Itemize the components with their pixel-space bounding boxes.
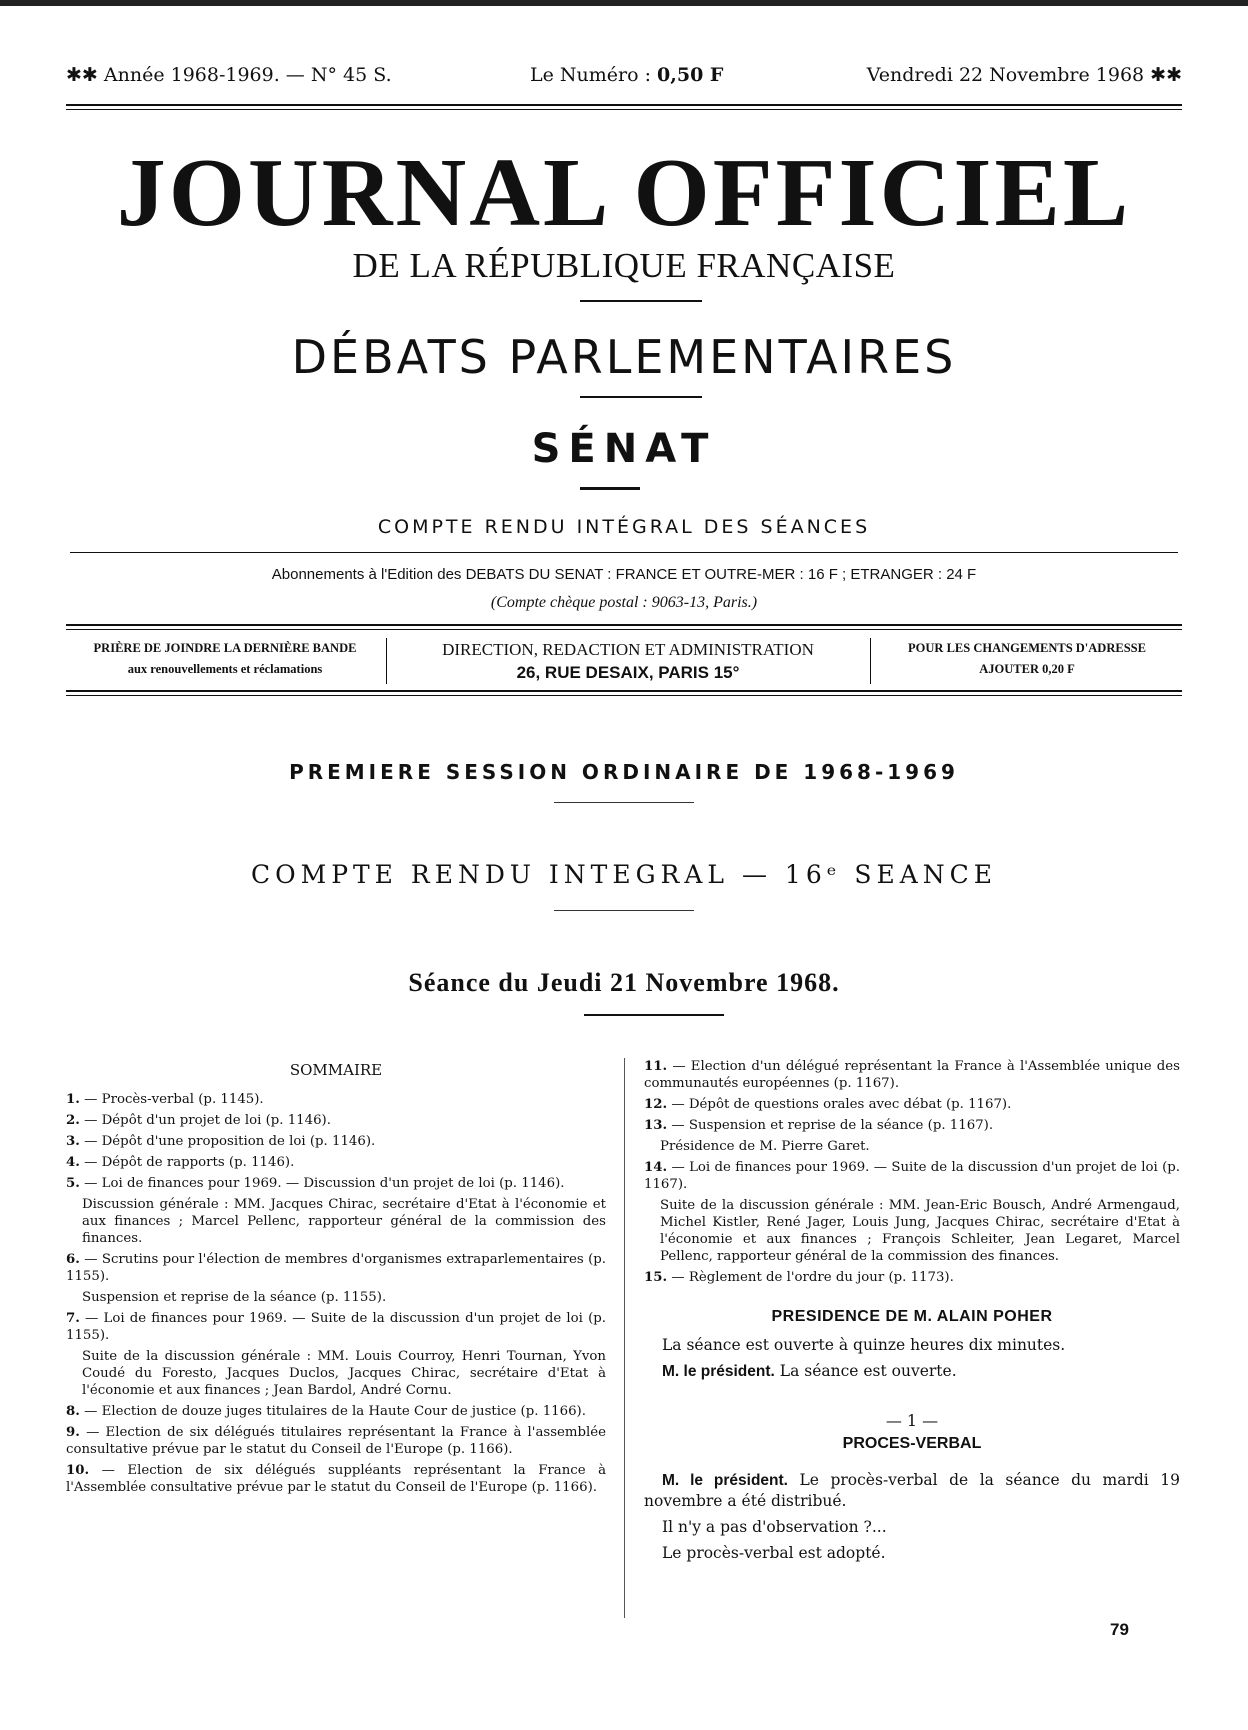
pv-observation: Il n'y a pas d'observation ?... <box>662 1518 887 1536</box>
sommaire-item-number: 8. <box>66 1404 80 1419</box>
masthead <box>66 64 1182 94</box>
session-title: PREMIERE SESSION ORDINAIRE DE 1968-1969 <box>289 760 959 784</box>
sommaire-item <box>66 1462 606 1496</box>
speaker-label: M. le président. <box>662 1363 775 1380</box>
pv-paragraph <box>644 1470 1180 1511</box>
sommaire-item-number: 6. <box>66 1252 80 1267</box>
journal-title: JOURNAL OFFICIEL <box>116 139 1132 247</box>
sommaire-item-number: 4. <box>66 1155 80 1170</box>
senat-title: SÉNAT <box>531 426 717 472</box>
sommaire-item-text: Discussion générale : MM. Jacques Chirac, secrétaire d'Etat à l'économie et aux finances ; Marcel Pellenc, rapporteur général de la commission des finances. <box>82 1197 606 1246</box>
info-center-line2: 26, RUE DESAIX, PARIS 15° <box>516 663 740 682</box>
sommaire-left-list <box>66 1091 606 1496</box>
ouverture-paragraph: La séance est ouverte à quinze heures dix minutes. <box>662 1336 1066 1354</box>
sommaire-title: SOMMAIRE <box>289 1061 383 1079</box>
cheque-postal: (Compte chèque postal : 9063-13, Paris.) <box>490 594 758 611</box>
masthead-price <box>530 64 723 86</box>
sommaire-item-text: — Election de douze juges titulaires de la Haute Cour de justice (p. 1166). <box>84 1404 586 1419</box>
sommaire-item <box>66 1133 606 1150</box>
sommaire-item-text: — Loi de finances pour 1969. — Suite de la discussion d'un projet de loi (p. 1167). <box>644 1160 1180 1192</box>
rule <box>66 695 1182 696</box>
sommaire-item-text: Suspension et reprise de la séance (p. 1155). <box>82 1290 387 1305</box>
sommaire-item-text: — Loi de finances pour 1969. — Suite de la discussion d'un projet de loi (p. 1155). <box>66 1311 606 1343</box>
speech-text: La séance est ouverte. <box>779 1362 957 1380</box>
masthead-date: Vendredi 22 Novembre 1968 ✱✱ <box>866 64 1182 86</box>
rule <box>66 624 1182 626</box>
box-divider <box>870 638 871 684</box>
sommaire-item-number: 7. <box>66 1311 80 1326</box>
sommaire-item <box>644 1058 1180 1092</box>
sommaire-subitem <box>660 1197 1180 1265</box>
sommaire-item-text: — Règlement de l'ordre du jour (p. 1173). <box>671 1270 954 1285</box>
rule <box>66 629 1182 630</box>
sommaire-right-list <box>644 1058 1180 1286</box>
box-divider <box>386 638 387 684</box>
top-border <box>0 0 1248 6</box>
presidence-heading: PRESIDENCE DE M. ALAIN POHER <box>771 1308 1053 1325</box>
divider <box>554 910 694 911</box>
president-paragraph <box>644 1361 1180 1382</box>
compte-rendu-header: COMPTE RENDU INTÉGRAL DES SÉANCES <box>377 516 871 538</box>
column-divider <box>624 1058 625 1618</box>
sommaire-item <box>644 1096 1180 1113</box>
sommaire-item-number: 10. <box>66 1463 90 1478</box>
info-left-line2: aux renouvellements et réclamations <box>127 662 323 676</box>
sommaire-item-text: — Dépôt de rapports (p. 1146). <box>84 1155 295 1170</box>
sommaire-subitem <box>660 1138 1180 1155</box>
compte-rendu-seance: COMPTE RENDU INTEGRAL — 16ᵉ SEANCE <box>250 860 998 889</box>
sommaire-item-text: — Dépôt d'un projet de loi (p. 1146). <box>84 1113 331 1128</box>
info-center-line1: DIRECTION, REDACTION ET ADMINISTRATION <box>442 640 814 659</box>
speaker-label: M. le président. <box>662 1472 788 1489</box>
abonnements: Abonnements à l'Edition des DEBATS DU SENAT : FRANCE ET OUTRE-MER : 16 F ; ETRANGER : 24 F <box>271 566 977 583</box>
sommaire-item <box>66 1175 606 1192</box>
sommaire-subitem <box>82 1196 606 1247</box>
sommaire-item-number: 3. <box>66 1134 80 1149</box>
sommaire-item-number: 14. <box>644 1160 668 1175</box>
info-box-center <box>388 638 868 684</box>
info-right-line1: POUR LES CHANGEMENTS D'ADRESSE <box>908 641 1146 655</box>
sommaire-item-number: 13. <box>644 1118 668 1133</box>
speech-text: Le procès-verbal de la séance du mardi 19 novembre a été distribué. <box>644 1471 1180 1510</box>
sommaire-item <box>66 1112 606 1129</box>
sommaire-item-text: — Election d'un délégué représentant la France à l'Assemblée unique des communautés européennes (p. 1167). <box>644 1059 1180 1091</box>
sommaire-subitem <box>82 1289 606 1306</box>
sommaire-item-number: 11. <box>644 1059 668 1074</box>
sommaire-subitem <box>82 1348 606 1399</box>
info-box <box>66 638 1182 684</box>
debats-title: DÉBATS PARLEMENTAIRES <box>291 330 957 384</box>
page-number: 79 <box>1110 1620 1129 1639</box>
price-label: Le Numéro : <box>530 64 658 86</box>
sommaire-item-number: 2. <box>66 1113 80 1128</box>
sommaire-item-number: 5. <box>66 1176 80 1191</box>
rule <box>66 690 1182 692</box>
divider <box>554 802 694 803</box>
sommaire-item-text: Suite de la discussion générale : MM. Jean-Eric Bousch, André Armengaud, Michel Kistler, René Jager, Louis Jung, Jacques Chirac, secrétaire d'Etat à l'économie et aux finances ; François Schleiter, Jean Legaret, Marcel Pellenc, rapporteur général de la commission des finances. <box>660 1198 1180 1264</box>
sommaire-item-text: — Loi de finances pour 1969. — Discussion d'un projet de loi (p. 1146). <box>84 1176 565 1191</box>
sommaire-item-text: — Election de six délégués suppléants représentant la France à l'Assemblée consultative prévue par le statut du Conseil de l'Europe (p. 1166). <box>66 1463 606 1495</box>
sommaire-item <box>644 1117 1180 1134</box>
divider <box>580 300 702 302</box>
info-box-left <box>66 638 384 684</box>
sommaire-item <box>66 1154 606 1171</box>
sommaire-item-number: 12. <box>644 1097 668 1112</box>
rule <box>70 552 1178 553</box>
section-number: — 1 — <box>885 1411 939 1430</box>
sommaire-item <box>66 1424 606 1458</box>
sommaire-item-number: 1. <box>66 1092 80 1107</box>
right-column <box>644 1058 1180 1569</box>
journal-subtitle: DE LA RÉPUBLIQUE FRANÇAISE <box>352 246 896 285</box>
pv-adopted: Le procès-verbal est adopté. <box>662 1544 886 1562</box>
info-left-line1: PRIÈRE DE JOINDRE LA DERNIÈRE BANDE <box>93 641 357 655</box>
sommaire-item-text: — Suspension et reprise de la séance (p. 1167). <box>671 1118 994 1133</box>
sommaire-item-text: — Dépôt d'une proposition de loi (p. 1146). <box>84 1134 376 1149</box>
seance-date: Séance du Jeudi 21 Novembre 1968. <box>408 968 840 997</box>
sommaire-item-text: Suite de la discussion générale : MM. Louis Courroy, Henri Tournan, Yvon Coudé du Foresto, Jacques Duclos, Jacques Chirac, secrétaire d'Etat à l'économie et aux finances ; Jean Bardol, André Cornu. <box>82 1349 606 1398</box>
price-value: 0,50 F <box>657 64 724 86</box>
section-title: PROCES-VERBAL <box>842 1435 982 1452</box>
sommaire-item-number: 15. <box>644 1270 668 1285</box>
sommaire-item <box>66 1310 606 1344</box>
masthead-issue: ✱✱ Année 1968-1969. — N° 45 S. <box>66 64 392 86</box>
sommaire-item <box>644 1159 1180 1193</box>
sommaire-item <box>66 1251 606 1285</box>
rule <box>66 104 1182 106</box>
divider <box>580 396 702 398</box>
info-box-right <box>872 638 1182 684</box>
divider <box>584 1014 724 1016</box>
sommaire-item <box>66 1091 606 1108</box>
sommaire-item <box>644 1269 1180 1286</box>
sommaire-item-number: 9. <box>66 1425 80 1440</box>
sommaire-item-text: — Election de six délégués titulaires représentant la France à l'assemblée consultative prévue par le statut du Conseil de l'Europe (p. 1166). <box>66 1425 606 1457</box>
info-right-line2: AJOUTER 0,20 F <box>979 662 1075 676</box>
sommaire-item-text: — Procès-verbal (p. 1145). <box>84 1092 264 1107</box>
sommaire-item-text: — Scrutins pour l'élection de membres d'organismes extraparlementaires (p. 1155). <box>66 1252 606 1284</box>
divider <box>580 487 640 490</box>
sommaire-left-column <box>66 1058 606 1500</box>
sommaire-item-text: Présidence de M. Pierre Garet. <box>660 1139 870 1154</box>
sommaire-item <box>66 1403 606 1420</box>
rule <box>66 109 1182 110</box>
sommaire-item-text: — Dépôt de questions orales avec débat (p. 1167). <box>671 1097 1012 1112</box>
